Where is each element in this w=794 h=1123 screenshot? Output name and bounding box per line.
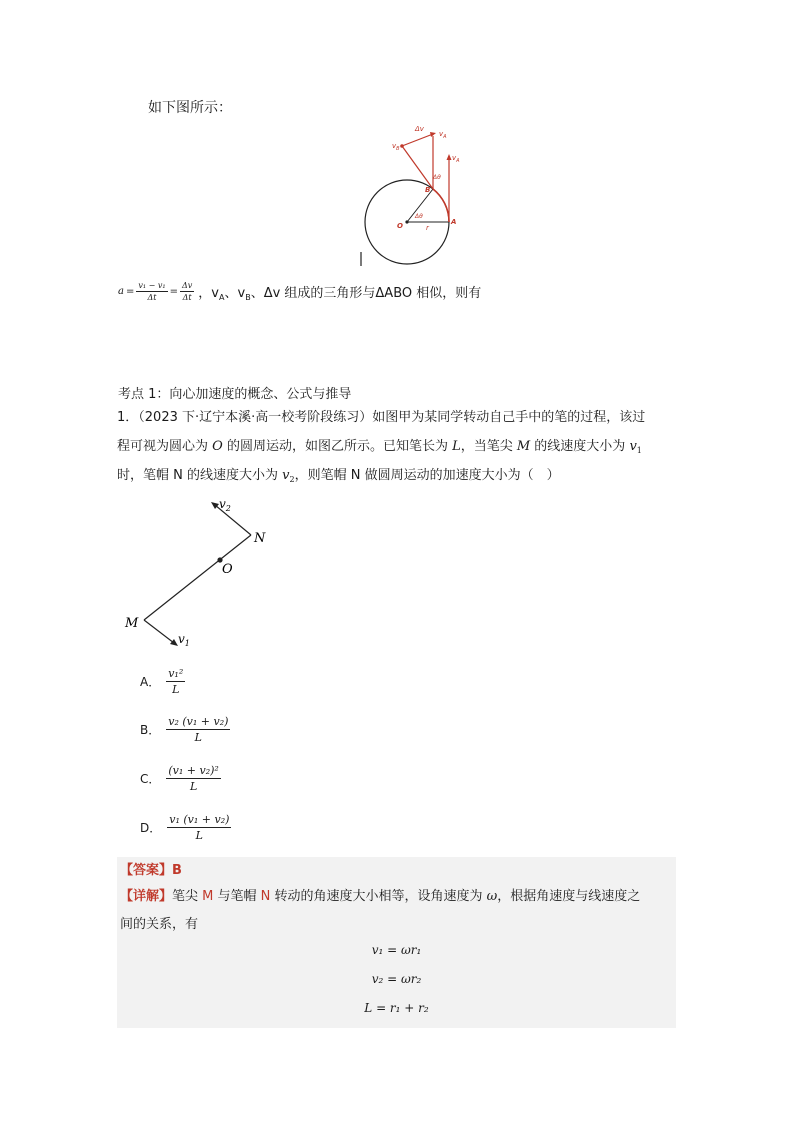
question-line-3: 时，笔帽 N 的线速度大小为 $v_2$，则笔帽 N 做圆周运动的加速度大小为（ ） bbox=[117, 468, 560, 484]
option-D-letter: D． bbox=[140, 821, 162, 835]
accel-symbol: a bbox=[118, 286, 124, 297]
label-v1: $v_1$ bbox=[178, 632, 190, 648]
option-D[interactable] bbox=[140, 812, 231, 843]
center-point bbox=[405, 220, 408, 223]
label-A: A bbox=[451, 218, 457, 226]
pen-line bbox=[144, 535, 251, 620]
fraction-2-num: Δv bbox=[182, 281, 193, 290]
equation-2: v₂ = ωr₂ bbox=[371, 972, 422, 986]
formula-text: ，$v_A$、$v_B$、Δv 组成的三角形与ΔABO 相似，则有 bbox=[198, 285, 482, 302]
option-B-fraction bbox=[166, 714, 230, 745]
detail-line-1: 【详解】笔尖 M 与笔帽 N 转动的角速度大小相等，设角速度为 ω，根据角速度与线速度之 bbox=[120, 889, 641, 904]
fraction-2 bbox=[180, 280, 194, 303]
option-A-den: L bbox=[172, 683, 180, 696]
fraction-1-num: v₁ − v₁ bbox=[138, 281, 166, 290]
detail-line-2: 间的关系，有 bbox=[120, 917, 199, 932]
question-line-2: 程可视为圆心为 O 的圆周运动，如图乙所示。已知笔长为 L，当笔尖 M 的线速度大小为 $v_1$ bbox=[117, 439, 642, 455]
option-A-num: v₁² bbox=[168, 667, 184, 680]
option-A[interactable] bbox=[140, 666, 185, 697]
equals-sign: = bbox=[125, 286, 135, 297]
option-B-den: L bbox=[194, 731, 202, 744]
label-theta-bottom: Δθ bbox=[415, 213, 423, 220]
answer-label: 【答案】 bbox=[120, 863, 173, 878]
detail-label: 【详解】 bbox=[120, 889, 173, 904]
option-D-num: v₁ (v₁ + v₂) bbox=[169, 813, 230, 826]
option-B-num: v₂ (v₁ + v₂) bbox=[168, 715, 229, 728]
label-dv: Δv bbox=[415, 125, 424, 133]
option-C-den: L bbox=[189, 780, 198, 793]
answer-box bbox=[117, 857, 676, 1028]
fraction-1-den: Δt bbox=[147, 293, 157, 302]
fraction-1 bbox=[136, 280, 167, 303]
option-C-num: (v₁ + v₂)² bbox=[168, 764, 219, 777]
answer-value: B bbox=[172, 863, 182, 878]
equals-sign-2: = bbox=[169, 286, 178, 297]
label-O2: O bbox=[222, 562, 233, 577]
question-line-1: 1．（2023 下·辽宁本溪·高一校考阶段练习）如图甲为某同学转动自己手中的笔的过程，该过 bbox=[117, 410, 646, 425]
option-D-den: L bbox=[195, 829, 203, 842]
option-A-letter: A． bbox=[140, 675, 161, 689]
label-v2: $v_2$ bbox=[219, 497, 231, 513]
dv-arrow bbox=[402, 134, 433, 146]
label-theta-top: Δθ bbox=[433, 174, 441, 181]
option-D-fraction bbox=[167, 812, 231, 843]
label-vA: $v_A$ bbox=[452, 154, 460, 164]
formula-line bbox=[118, 280, 481, 303]
circular-motion-figure bbox=[355, 120, 475, 270]
vA-arrowhead bbox=[447, 154, 452, 160]
pen-rotation-figure bbox=[118, 492, 278, 652]
option-B-letter: B． bbox=[140, 723, 161, 737]
intro-text: 如下图所示： bbox=[148, 100, 232, 116]
answer-line bbox=[120, 859, 182, 878]
vB-arrow bbox=[402, 146, 433, 189]
topic-heading: 考点 1：向心加速度的概念、公式与推导 bbox=[118, 387, 352, 402]
label-vB: $v_B$ bbox=[392, 142, 400, 152]
option-C-letter: C． bbox=[140, 772, 161, 786]
option-C-fraction bbox=[166, 763, 220, 794]
label-M: M bbox=[125, 616, 139, 631]
label-O: O bbox=[397, 222, 403, 230]
option-C[interactable] bbox=[140, 763, 221, 794]
option-B[interactable] bbox=[140, 714, 230, 745]
equation-1: v₁ = ωr₁ bbox=[371, 943, 422, 957]
label-vA-top: $v_A$ bbox=[439, 130, 447, 140]
arc-AB bbox=[433, 189, 449, 222]
option-A-fraction bbox=[166, 666, 185, 697]
v1-arrow bbox=[144, 620, 174, 643]
equation-3: L = r₁ + r₂ bbox=[364, 1001, 429, 1015]
fraction-2-den: Δt bbox=[182, 293, 192, 302]
v1-arrowhead bbox=[170, 639, 178, 646]
label-N: N bbox=[254, 531, 266, 546]
label-r: r bbox=[426, 224, 429, 232]
label-B: B bbox=[425, 186, 431, 194]
